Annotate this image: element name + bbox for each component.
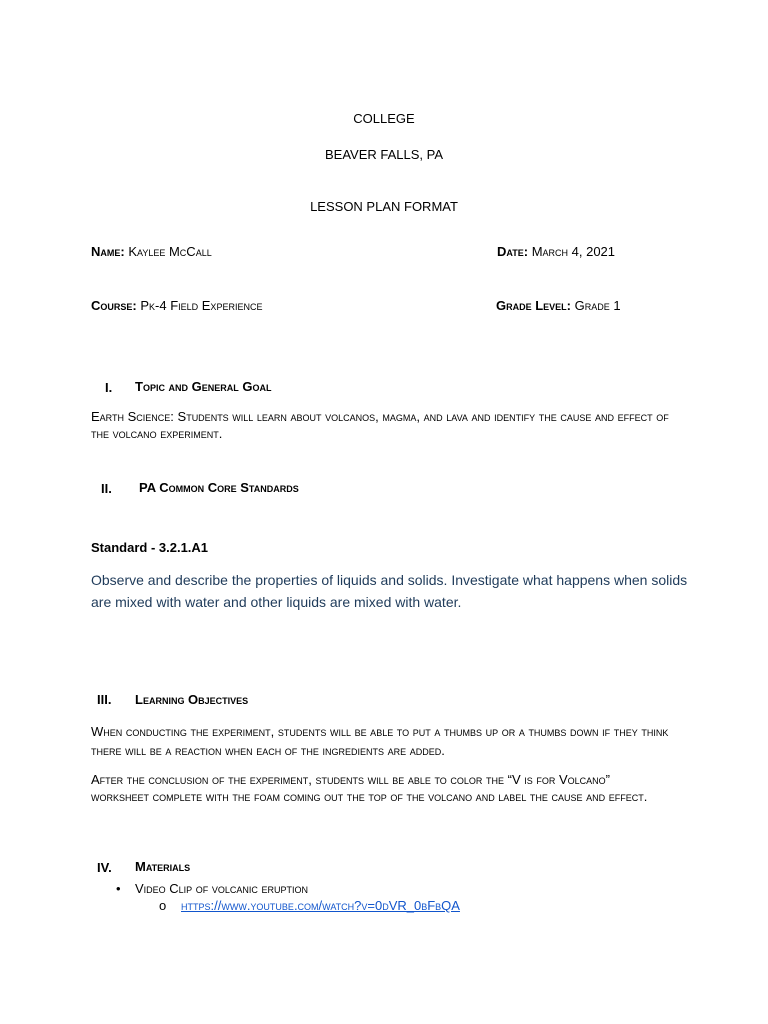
- section-2-title: PA Common Core Standards: [139, 480, 299, 495]
- video-link[interactable]: https://www.youtube.com/watch?v=0dVR_0bFbQA: [181, 898, 460, 913]
- name-row: [91, 244, 212, 259]
- date-row: [497, 244, 615, 259]
- format-heading: LESSON PLAN FORMAT: [310, 199, 458, 214]
- name-value: Kaylee McCall: [128, 244, 212, 259]
- grade-label: Grade Level:: [496, 298, 572, 313]
- course-row: [91, 298, 262, 313]
- section-1-text: Earth Science: Students will learn about volcanos, magma, and lava and identify the cause and effect of the volcano experiment.: [91, 409, 669, 441]
- section-3-number: III.: [97, 692, 112, 707]
- course-value: Pk-4 Field Experience: [140, 298, 263, 313]
- section-2-number: II.: [101, 481, 112, 496]
- grade-row: [496, 298, 621, 313]
- materials-item-1: Video Clip of volcanic eruption: [135, 881, 309, 896]
- objective-1: When conducting the experiment, students will be able to put a thumbs up or a thumbs down if they think there will be a reaction when each of the ingredients are added.: [91, 724, 669, 758]
- date-label: Date:: [497, 244, 529, 259]
- section-1-number: I.: [105, 380, 113, 395]
- objective-2: After the conclusion of the experiment, students will be able to color the “V is for Volcano” worksheet complete with the foam coming out the top of the volcano and label the cause and effect.: [91, 772, 648, 804]
- college-heading: COLLEGE: [353, 111, 415, 126]
- standard-label: Standard - 3.2.1.A1: [91, 540, 209, 555]
- sub-bullet-icon: o: [159, 898, 167, 913]
- name-label: Name:: [91, 244, 125, 259]
- location-heading: BEAVER FALLS, PA: [324, 147, 443, 162]
- standard-text: Observe and describe the properties of liquids and solids. Investigate what happens when solids are mixed with water and other liquids are mixed with water.: [91, 572, 688, 610]
- course-label: Course:: [91, 298, 137, 313]
- section-4-number: IV.: [97, 860, 112, 875]
- section-4-title: Materials: [135, 859, 191, 874]
- section-3-title: Learning Objectives: [135, 692, 249, 707]
- grade-value: Grade 1: [574, 298, 621, 313]
- date-value: March 4, 2021: [531, 244, 616, 259]
- bullet-dot-icon: •: [116, 881, 121, 896]
- section-1-title: Topic and General Goal: [135, 379, 272, 394]
